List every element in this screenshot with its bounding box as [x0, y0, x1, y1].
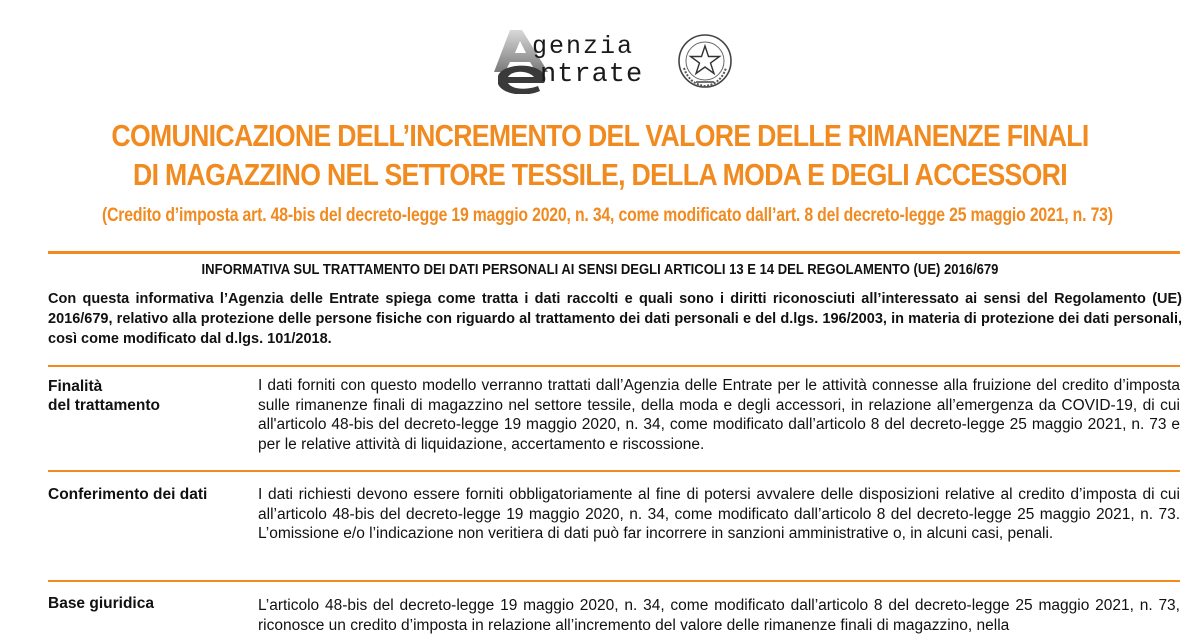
section-body-conferimento: I dati richiesti devono essere forniti obbligatoriamente al fine di potersi avvalere delle disposizioni relative al credito d’imposta di cui all’articolo 48-bis del decreto-legge 19 maggio 2020, n. 34, come modificato dall’articolo 8 del decreto-legge 25 maggio 2021, n. 73. L’omissione e/o l’indicazione non veritiera di dati può far incorrere in sanzioni amministrative o, in alcuni casi, penali. — [258, 486, 1180, 542]
logo-word-entrate: ntrate — [540, 60, 644, 90]
section-label-base-giuridica: Base giuridica — [48, 595, 154, 612]
document-subtitle: (Credito d’imposta art. 48-bis del decreto-legge 19 maggio 2020, n. 34, come modificato dall’art. 8 del decreto-legge 25 maggio 2021, n. 73) — [102, 205, 1113, 226]
agenzia-entrate-logo — [484, 26, 746, 96]
section-divider — [48, 580, 1180, 582]
section-label-conferimento: Conferimento dei dati — [48, 486, 208, 503]
italian-republic-emblem-icon — [676, 32, 734, 90]
informativa-intro: Con questa informativa l’Agenzia delle Entrate spiega come tratta i dati raccolti e quali sono i diritti riconosciuti all’interessato ai sensi del Regolamento (UE) 2016/679, relativo alla protezione delle persone fisiche con riguardo al trattamento dei dati personali e del d.lgs. 196/2003, in materia di protezione dei dati personali, così come modificato dal d.lgs. 101/2018. — [48, 291, 1182, 347]
document-title-line1: COMUNICAZIONE DELL’INCREMENTO DEL VALORE DELLE RIMANENZE FINALI — [111, 118, 1089, 153]
section-body-base-giuridica: L’articolo 48-bis del decreto-legge 19 maggio 2020, n. 34, come modificato dall’articolo 8 del decreto-legge 25 maggio 2021, n. 73, riconosce un credito d’imposta in relazione all’incremento del valore delle rimanenze finali di magazzino, nella — [258, 597, 1180, 634]
section-divider — [48, 470, 1180, 472]
document-title-line2: DI MAGAZZINO NEL SETTORE TESSILE, DELLA MODA E DEGLI ACCESSORI — [133, 157, 1067, 192]
informativa-heading: INFORMATIVA SUL TRATTAMENTO DEI DATI PERSONALI AI SENSI DEGLI ARTICOLI 13 E 14 DEL REGOLAMENTO (UE) 2016/679 — [201, 262, 999, 278]
section-body-finalita: I dati forniti con questo modello verranno trattati dall’Agenzia delle Entrate per le attività connesse alla fruizione del credito d’imposta sulle rimanenze finali di magazzino nel settore tessile, della moda e degli accessori, in relazione all’emergenza da COVID-19, di cui all'articolo 48-bis del decreto-legge 19 maggio 2020, n. 34, come modificato dall’articolo 8 del decreto-legge 25 maggio 2021, n. 73 e per le relative attività di liquidazione, accertamento e riscossione. — [258, 377, 1180, 453]
section-label-finalita: Finalità del trattamento — [48, 378, 160, 414]
section-divider — [48, 365, 1180, 367]
header-divider — [48, 251, 1180, 254]
logo-word-agenzia: genzia — [532, 32, 635, 61]
